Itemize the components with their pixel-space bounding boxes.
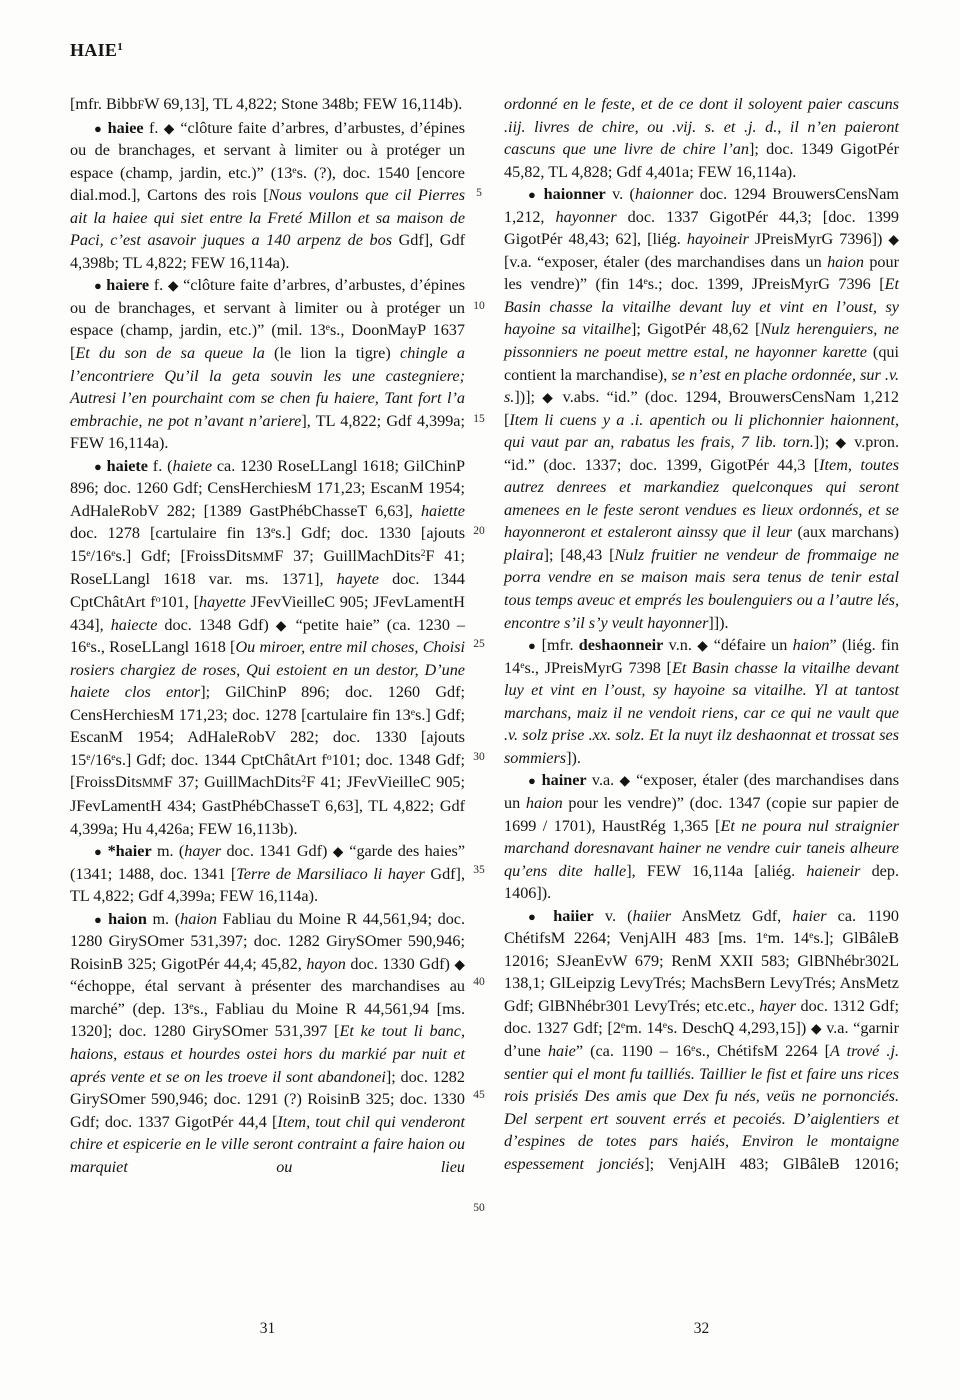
line-number: 35 [473, 863, 485, 876]
text-segment: “garde des haies” (1341; 1488, doc. 1341 [ [70, 842, 466, 883]
text-segment: haiete [172, 456, 213, 475]
text-segment: doc. 1278 [cartulaire fin 13 [70, 524, 271, 543]
text-segment: haiette [420, 501, 465, 520]
text-segment: Gdf], TL 4,822; Gdf 4,399a; FEW 16,114a). [70, 864, 465, 906]
bullet-marker: ● [94, 844, 108, 860]
text-segment: doc. 1330 Gdf) [345, 954, 455, 973]
text-segment: Item, tout chil qui venderont chire et espicerie en le ville seront contraint a faire haion ou marquiet ou lieu [70, 1112, 466, 1176]
text-segment: e [111, 751, 116, 763]
text-segment: MM [141, 776, 164, 791]
diamond-marker: ◆ [275, 617, 296, 633]
text-segment: Fabliau du Moine R 44,561,94; doc. 1280 GirySOmer 531,397; doc. 1282 GirySOmer 590,946; RoisinB 325; GigotPér 44,4; 45,82, [70, 909, 466, 973]
text-segment: (le lion la tigre) [264, 344, 401, 363]
text-segment: s., ChétifsM 2264 [ [695, 1041, 831, 1060]
text-segment: m. 14 [625, 1019, 663, 1038]
text-segment: MM [252, 549, 275, 564]
text-segment: [mfr. [541, 636, 579, 655]
text-segment: haionner [634, 185, 694, 204]
text-segment: doc. 1341 Gdf) [221, 842, 333, 861]
bullet-marker: ● [94, 458, 107, 474]
text-segment: “petite haie” (ca. 1230 – 16 [70, 615, 466, 657]
text-segment: v.pron. “id.” (doc. 1337; doc. 1399, GigotPér 44,3 [ [504, 433, 899, 474]
line-number: 15 [473, 412, 485, 425]
text-segment: Et du son de sa queue la [75, 344, 265, 363]
text-segment: Nous voulons que cil Pierres ait la haiee qui siet entre la Freté Millon et sa maison de Paci, c’est asavoir juques a 140 arpenz de bos [70, 186, 465, 250]
text-segment: ]; GigotPér 48,62 [ [631, 320, 761, 339]
text-segment: chingle a l’encontriere Qu’il la geta souvin les une castegniere; Autresi l’en pourchaint com se chen fu haiere, Tant fort l’a embrachie, ne pot n’avant n’ariere [70, 344, 465, 430]
bullet-marker: ● [94, 911, 109, 927]
text-segment: f. [149, 276, 168, 295]
text-segment: (aux marchans) [792, 523, 899, 542]
text-segment: Item li cuens y a .i. apentich ou li plichonnier haionnent, qui vaut par an, rabatus les frais, 7 lib. torn. [504, 410, 899, 452]
entry-paragraph [504, 769, 899, 904]
text-segment: s.]; GlBâleB 12016; SJeanEvW 679; RenM XXII 583; GlBNhébr302L 138,1; GlLeipzig LevyTrés; MachsBern LevyTrés; AnsMetz Gdf; GlBNhébr301 LevyTrés; etc.etc., [504, 929, 899, 1015]
entry-paragraph [70, 93, 465, 117]
text-segment: doc. 1312 Gdf; doc. 1327 Gdf; [2 [504, 996, 900, 1038]
text-segment: se n’est en plache ordonnée, sur .v. s. [504, 365, 900, 407]
text-segment: s. DeschQ 4,293,15]) [667, 1019, 811, 1038]
left-column [70, 93, 465, 1178]
text-segment: “échoppe, étal servant à présenter des marchandises au marché” (dep. 13 [70, 977, 465, 1018]
diamond-marker: ◆ [888, 232, 899, 248]
text-segment: e [189, 1000, 194, 1012]
text-segment: Nulz herenguiers, ne pissonniers ne poeut mettre estal, ne hayonner karette [504, 320, 899, 362]
text-segment: e [763, 930, 768, 942]
text-segment: [mfr. Bibb [70, 95, 138, 113]
text-segment: Ou miroer, entre mil choses, Choisi rosiers chargiez de roses, Qui estoient en un destor, D’une haiete clos entor [70, 638, 465, 702]
text-segment: ” (liég. fin 14 [504, 636, 900, 677]
headword: haiete [106, 456, 148, 475]
entry-paragraph [70, 908, 465, 1179]
text-segment: Item, toutes autrez denrees et markandiez quelconques qui seront amenees en le feste seront vendues es lieux ordonnés, et se hayonneront et estaleront ainssy que il leur [504, 455, 899, 542]
text-segment: hayer [184, 842, 222, 861]
headword: haion [108, 909, 147, 928]
headword: haionner [543, 185, 606, 204]
text-segment: s., DoonMayP 1637 [ [70, 321, 465, 363]
text-segment: hayoineir [686, 230, 749, 249]
bullet-marker: ● [528, 908, 554, 924]
text-segment: s.; doc. 1399, JPreisMyrG 7396 [ [647, 275, 885, 294]
entry-paragraph [70, 840, 465, 908]
text-segment: s., JPreisMyrG 7398 [ [524, 658, 672, 677]
line-number: 40 [473, 976, 485, 989]
line-number: 5 [476, 187, 482, 200]
bullet-marker: ● [94, 120, 108, 136]
diamond-marker: ◆ [619, 773, 637, 789]
bullet-marker: ● [528, 187, 544, 203]
headword: haiee [107, 118, 144, 137]
text-segment: hayonner [555, 207, 617, 226]
text-segment: v.a. [586, 771, 620, 790]
text-segment: Et Basin chasse la vitailhe devant luy et vint en l’oust, sy hayoine sa vitailhe [504, 275, 899, 339]
text-segment: doc. 1337 GigotPér 44,3; [doc. 1399 GigotPér 48,43; 62], [liég. [504, 207, 900, 249]
entry-paragraph [504, 93, 899, 183]
text-segment: (qui contient la marchandise), [504, 343, 900, 384]
text-segment: ]); [813, 433, 836, 452]
text-segment: e [111, 547, 116, 559]
headword: *haier [107, 842, 152, 861]
text-segment: doc. 1294 BrouwersCensNam 1,212, [504, 185, 900, 226]
text-segment: F 41; JFevVieilleC 905; JFevLamentH 434; GastPhébChasseT 6,63], TL 4,822; Gdf 4,399a; Hu 4,426a; FEW 16,113b). [70, 773, 465, 838]
entry-paragraph [70, 455, 465, 840]
text-segment: e [86, 751, 91, 763]
entry-paragraph [504, 183, 899, 634]
text-segment: /16 [90, 750, 112, 769]
text-segment: ], FEW 16,114a [aliég. [626, 861, 807, 880]
text-segment: “exposer, étaler (des marchandises dans un [504, 771, 900, 812]
text-segment: F 37; GuillMachDits [163, 773, 302, 792]
text-segment: e [86, 547, 91, 559]
text-segment: s.] Gdf; doc. 1344 CptChâtArt f [115, 750, 327, 769]
line-number: 50 [473, 1201, 485, 1214]
text-segment: F [137, 98, 145, 112]
text-segment: o [155, 594, 161, 606]
text-segment: e [620, 1020, 626, 1032]
headword: hainer [541, 771, 587, 790]
line-number-gutter [466, 0, 492, 1400]
text-segment: 2 [301, 774, 307, 786]
text-segment: W 69,13], TL 4,822; Stone 348b; FEW 16,114b). [144, 95, 463, 113]
text-segment: ]; doc. 1349 GigotPér 45,82, TL 4,828; Gdf 4,401a; FEW 16,114a). [504, 140, 899, 181]
diamond-marker: ◆ [454, 956, 465, 972]
bullet-marker: ● [528, 773, 542, 789]
text-segment: hayon [306, 954, 346, 973]
text-segment: AnsMetz Gdf, [671, 906, 793, 925]
text-segment: ” (ca. 1190 – 16 [575, 1041, 692, 1060]
text-segment: e [809, 930, 814, 942]
text-segment: haieneir [806, 861, 861, 880]
text-segment: e [325, 322, 330, 334]
text-segment: m. 14 [767, 929, 810, 948]
text-segment: JFevVieilleC 905; JFevLamentH 434], [70, 593, 465, 634]
text-segment: s.] Gdf; doc. 1330 [ajouts 15 [70, 524, 465, 565]
text-segment: f. [143, 118, 164, 137]
entry-paragraph [70, 274, 465, 454]
text-segment: v.n. [663, 636, 698, 655]
text-segment: haion [180, 909, 217, 928]
text-segment: haion [792, 636, 830, 655]
headword: haiier [553, 906, 594, 925]
text-segment: 101, [ [160, 593, 200, 612]
text-segment: ca. 1190 ChétifsM 2264; VenjAlH 483 [ms. 1 [504, 906, 899, 948]
text-segment: ]; [48,43 [ [543, 545, 615, 564]
text-segment: s.] Gdf; EscanM 1954; AdHaleRobV 282; doc. 1330 [ajouts 15 [70, 705, 465, 769]
text-segment: pour les vendre)” (fin 14 [504, 252, 899, 294]
line-number: 25 [473, 638, 485, 651]
text-segment: haion [827, 252, 864, 271]
line-number: 10 [473, 299, 485, 312]
text-segment: ])]; [514, 388, 543, 407]
running-head [70, 40, 123, 61]
text-segment: e [410, 706, 416, 718]
entry-paragraph [70, 117, 465, 275]
text-segment: “défaire un [713, 636, 793, 655]
text-segment: e [270, 525, 276, 537]
diamond-marker: ◆ [332, 844, 350, 860]
text-segment: Et ne poura nul straignier marchand doresnavant hainer ne vendre cuir taneis alheure qu’ens dite halle [504, 816, 899, 880]
text-segment: 101; doc. 1348 Gdf; [FroissDits [70, 750, 465, 792]
page-number-left: 31 [259, 1320, 276, 1337]
text-segment: s., Fabliau du Moine R 44,561,94 [ms. 1320]; doc. 1280 GirySOmer 531,397 [ [70, 999, 466, 1041]
text-segment: plaira [504, 545, 544, 564]
text-segment: ], TL 4,822; Gdf 4,399a; FEW 16,114a). [70, 411, 465, 453]
text-segment: v. ( [593, 906, 633, 925]
text-segment: ]; doc. 1282 GirySOmer 590,946; doc. 1291 (?) RoisinB 325; doc. 1330 Gdf; doc. 1337 GigotPér 44,4 [ [70, 1067, 465, 1131]
diamond-marker: ◆ [810, 1021, 827, 1037]
text-segment: “clôture faite d’arbres, d’arbustes, d’épines ou de branchages, et servant à limiter ou à protéger un espace (champ, jardin, etc.)” (mil. 13 [70, 276, 466, 340]
text-segment: dep. 1406]). [504, 861, 900, 903]
text-segment: m. ( [146, 909, 181, 928]
text-segment: e [691, 1042, 696, 1054]
text-segment: ca. 1230 RoseLLangl 1618; GilChinP 896; doc. 1260 Gdf; CensHerchiesM 171,23; EscanM 1954; AdHaleRobV 282; [1389 GastPhébChasseT 6,63], [70, 456, 466, 520]
headword: deshaonneir [578, 636, 664, 655]
text-segment: e [662, 1020, 668, 1032]
text-segment: Et Basin chasse la vitailhe devant luy et vint en l’oust, sy hayoine sa vitailhe. Yl at tantost marchans, maiz il ne vendoit riens, car ce qui ne vault que .v. solz prise .xx. solz. Et la nuyt ilz deshaonnat et trossat ses sommiers [504, 658, 899, 767]
bullet-marker: ● [94, 278, 107, 294]
line-number: 30 [473, 750, 485, 763]
text-segment: haie [547, 1041, 576, 1060]
text-segment: F 41; RoseLLangl 1618 var. ms. 1371], [70, 546, 465, 589]
text-segment: [v.a. “exposer, étaler (des marchandises dans un [504, 252, 828, 271]
text-segment: hayete [336, 570, 379, 589]
text-segment: e [86, 639, 91, 651]
text-segment: A trové .j. sentier qui el mont fu tailliés. Taillier le fist et faire uns rices rois prisiés Des amis que Dex fu nés, veüs ne pornonciés. Del serpent ert souvent errés et pecoiés. D’aiglentiers et d’espines de totes pars haiés, Environ le montaigne espessement jonciés [504, 1041, 900, 1173]
text-segment: haion [525, 793, 563, 812]
text-segment: JPreisMyrG 7396]) [748, 230, 889, 249]
text-segment: s. (?), doc. 1540 [encore dial.mod.], Cartons des rois [ [70, 163, 465, 205]
line-number: 45 [473, 1089, 485, 1102]
bullet-marker: ● [528, 638, 542, 654]
text-segment: ]]). [708, 613, 729, 632]
diamond-marker: ◆ [167, 278, 184, 294]
text-segment: pour les vendre)” (doc. 1347 (copie sur papier de 1699 / 1701), HaustRég 1,365 [ [504, 793, 899, 835]
text-segment: hayer [759, 996, 797, 1015]
text-segment: v. ( [605, 185, 635, 204]
diamond-marker: ◆ [697, 638, 714, 654]
text-segment: v.abs. “id.” (doc. 1294, BrouwersCensNam 1,212 [ [504, 388, 899, 429]
diamond-marker: ◆ [835, 435, 855, 451]
diamond-marker: ◆ [542, 390, 563, 406]
text-segment: m. ( [151, 842, 185, 861]
text-segment: v.a. “garnir d’une [504, 1019, 900, 1060]
text-segment: doc. 1348 Gdf) [157, 615, 276, 634]
text-segment: Nulz fruitier ne vendeur de frommaige ne porra vendre en se maison mais sera tenus de tenir estal tous temps aveuc et emprés les boulenguiers ou a l’autre lés, encontre s’il s’y veult hayonner [504, 545, 899, 632]
text-segment: e [643, 276, 648, 288]
text-segment: e [292, 164, 297, 176]
text-segment: ]; VenjAlH 483; GlBâleB 12016; [644, 1154, 899, 1173]
text-segment: f. ( [147, 456, 173, 475]
text-segment: s.] Gdf; [FroissDits [115, 546, 253, 565]
running-head-superscript: 1 [117, 41, 124, 53]
entry-paragraph [504, 905, 899, 1176]
text-segment: ordonné en le feste, et de ce dont il soloyent paier cascuns .iij. livres de chire, ou .vij. s. et .j. d., il n’en paieront cascuns que une livre de chire l’an [504, 95, 899, 159]
text-segment: F 37; GuillMachDits [274, 546, 421, 565]
text-segment: /16 [90, 546, 112, 565]
text-segment: hayette [199, 593, 246, 612]
diamond-marker: ◆ [163, 120, 181, 136]
text-segment: haiecte [110, 615, 158, 634]
text-segment: 2 [420, 547, 426, 559]
text-segment: Gdf], Gdf 4,398b; TL 4,822; FEW 16,114a). [70, 231, 465, 272]
entry-paragraph [504, 634, 899, 769]
running-head-title: HAIE [70, 40, 118, 60]
text-segment: Terre de Marsiliaco li hayer [236, 864, 425, 883]
text-segment: Et ke tout li banc, haions, estaus et hourdes ostei hors du markié par nuit et aprés vente et se on les troeve il sont abandonei [70, 1022, 465, 1086]
text-segment: s., RoseLLangl 1618 [ [90, 638, 236, 657]
text-segment: e [520, 659, 525, 671]
line-number: 20 [473, 525, 485, 538]
text-segment: “clôture faite d’arbres, d’arbustes, d’épines ou de branchages, et servant à limiter ou à protéger un espace (champ, jardin, etc.)” (13 [70, 118, 466, 182]
text-segment: haiier [632, 906, 672, 925]
text-segment: ]; GilChinP 896; doc. 1260 Gdf; CensHerchiesM 171,23; doc. 1278 [cartulaire fin 13 [70, 683, 466, 724]
text-segment: ]). [566, 748, 581, 767]
right-column [504, 93, 899, 1175]
text-segment: doc. 1344 CptChâtArt f [70, 570, 465, 612]
headword: haiere [106, 276, 150, 295]
page-number-right: 32 [693, 1320, 710, 1337]
text-segment: haier [792, 906, 827, 925]
text-segment: o [326, 751, 332, 763]
